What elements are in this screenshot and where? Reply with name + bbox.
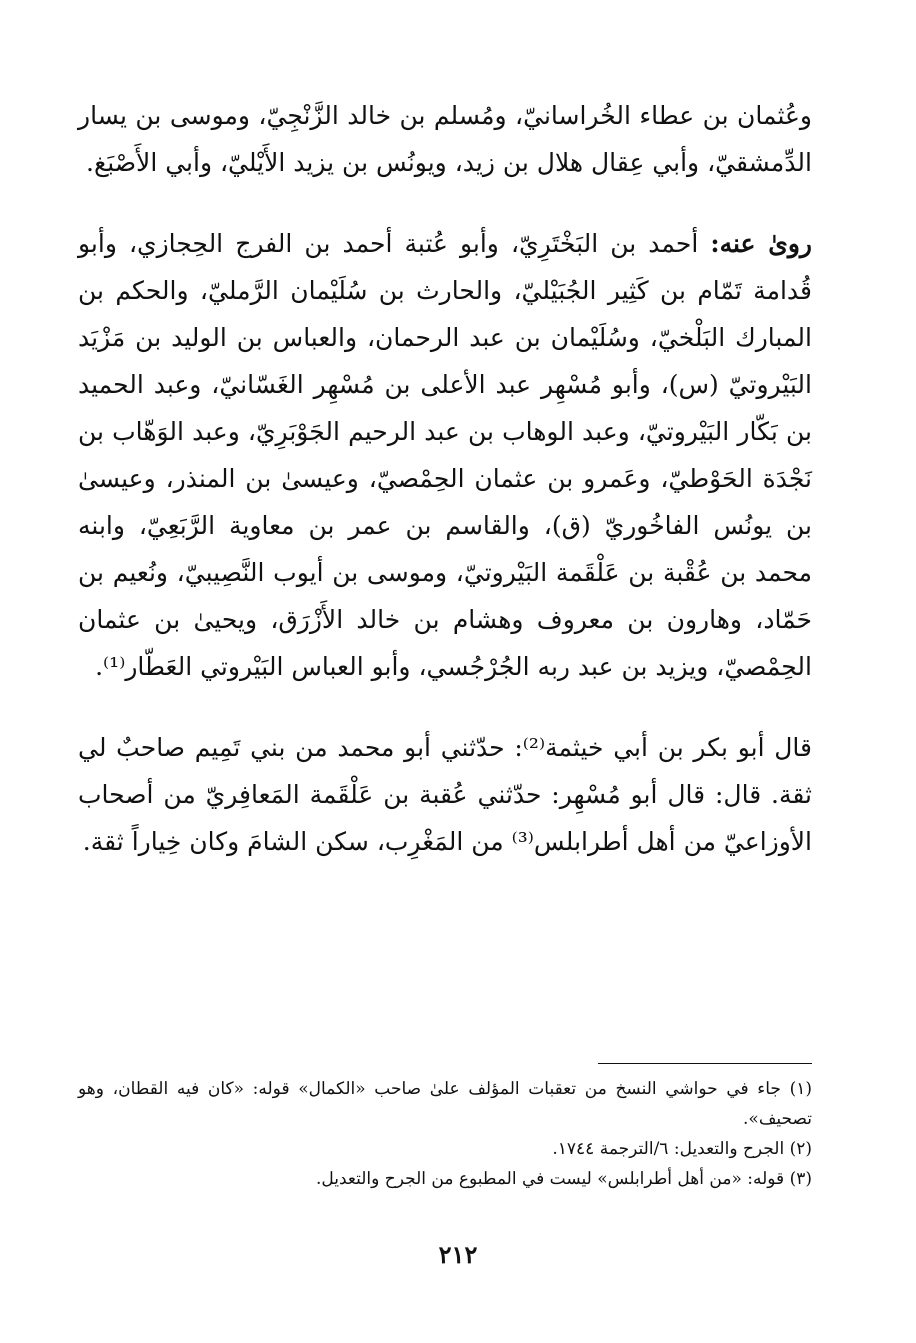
paragraph-lead: روىٰ عنه: xyxy=(710,229,812,258)
paragraph-narration xyxy=(78,724,812,865)
footnote-2: (٢) الجرح والتعديل: ٦/الترجمة ١٧٤٤. xyxy=(552,1139,812,1159)
paragraph-students xyxy=(78,220,812,690)
footnote-divider xyxy=(598,1063,812,1064)
footnote-3: (٣) قوله: «من أهل أطرابلس» ليست في المطبوع من الجرح والتعديل. xyxy=(315,1169,812,1189)
page-number: ٢١٢ xyxy=(438,1240,478,1269)
paragraph-text: أحمد بن البَخْتَرِيّ، وأبو عُتبة أحمد بن الفرج الحِجازي، وأبو قُدامة تَمّام بن كَثِير الجُبَيْليّ، والحارث بن سُلَيْمان الرَّمليّ، والحكم بن المبارك البَلْخيّ، وسُلَيْمان بن عبد الرحمان، والعباس بن الوليد بن مَزْيَد البَيْروتيّ (س)، وأبو مُسْهِر عبد الأعلى بن مُسْهِر الغَسّانيّ، وعبد الحميد بن بَكّار البَيْروتيّ، وعبد الوهاب بن عبد الرحيم الجَوْبَرِيّ، وعبد الوَهّاب بن نَجْدَة الحَوْطيّ، وعَمرو بن عثمان الحِمْصيّ، وعيسىٰ بن المنذر، وعيسىٰ بن يونُس الفاخُوريّ (ق)، والقاسم بن عمر بن معاوية الرَّبَعِيّ، وابنه محمد بن عُقْبة بن عَلْقَمة البَيْروتيّ، وموسى بن أيوب النَّصِيبيّ، ونُعيم بن حَمّاد، وهارون بن معروف وهشام بن خالد الأَزْرَق، ويحيىٰ بن عثمان الحِمْصيّ، ويزيد بن عبد ربه الجُرْجُسي، وأبو العباس البَيْروتي العَطّار⁽¹⁾. xyxy=(78,229,812,681)
footnote-1: (١) جاء في حواشي النسخ من تعقبات المؤلف علىٰ صاحب «الكمال» قوله: «كان فيه القطان، وهو تصحيف». xyxy=(78,1079,812,1129)
paragraph-teachers xyxy=(78,92,812,186)
main-text xyxy=(78,92,812,865)
footnotes xyxy=(78,1074,812,1194)
paragraph-text: وعُثمان بن عطاء الخُراسانيّ، ومُسلم بن خالد الزَّنْجِيّ، وموسى بن يسار الدِّمشقيّ، وأبي عِقال هلال بن زيد، ويونُس بن يزيد الأَيْليّ، وأبي الأَصْبَغ. xyxy=(78,101,812,177)
paragraph-text: قال أبو بكر بن أبي خيثمة⁽²⁾: حدّثني أبو محمد من بني تَمِيم صاحبٌ لي ثقة. قال: قال أبو مُسْهِر: حدّثني عُقبة بن عَلْقَمة المَعافِريّ من أصحاب الأوزاعيّ من أهل أطرابلس⁽³⁾ من المَغْرِب، سكن الشامَ وكان خِياراً ثقة. xyxy=(78,733,812,856)
